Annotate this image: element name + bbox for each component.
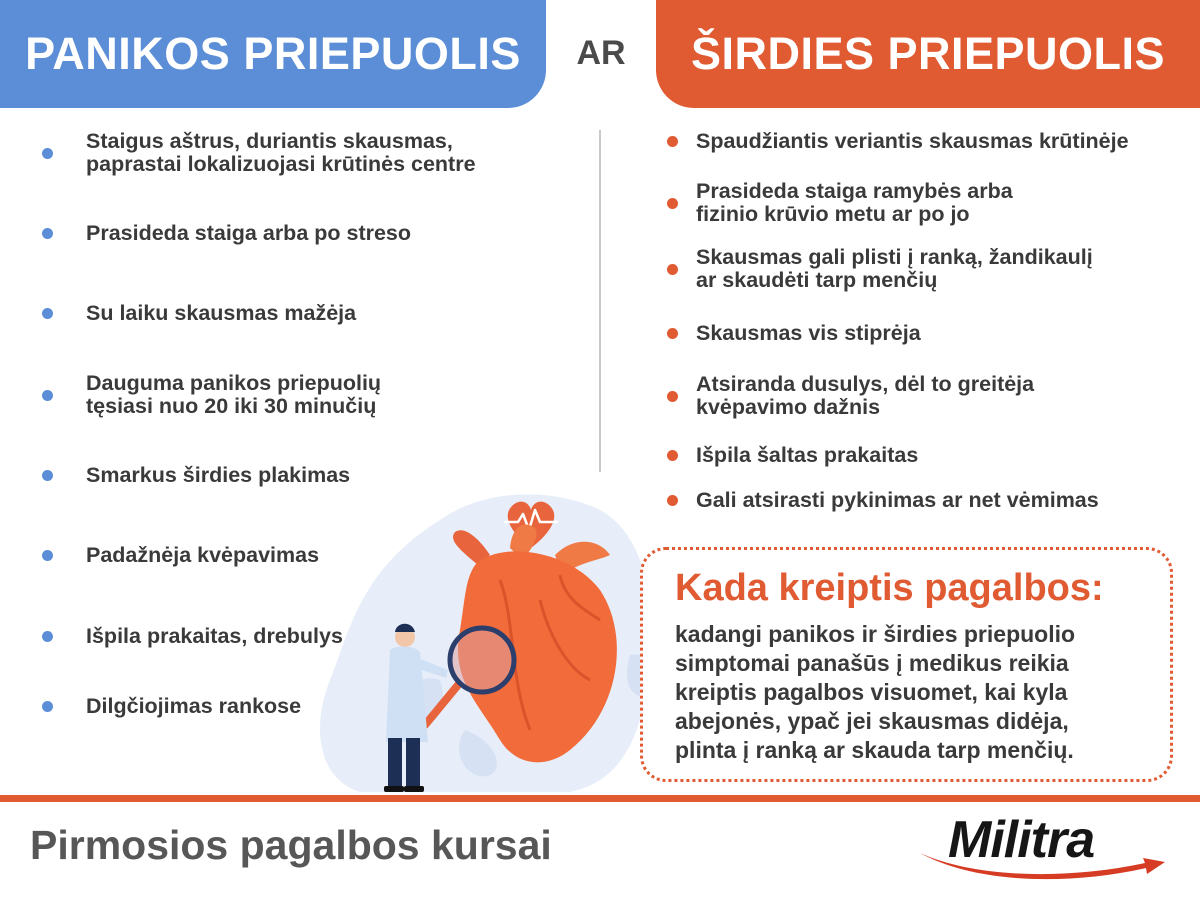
list-item: Atsiranda dusulys, dėl to greitėja kvėpavimo dažnis: [667, 371, 1187, 421]
info-title: Kada kreiptis pagalbos:: [675, 567, 1104, 609]
bullet-icon: [42, 390, 53, 401]
bullet-icon: [42, 148, 53, 159]
militra-logo: [915, 808, 1170, 888]
logo-swoosh-icon: [915, 808, 1170, 888]
list-item: Staigus aštrus, duriantis skausmas, paprastai lokalizuojasi krūtinės centre: [42, 128, 552, 178]
list-item: Išpila prakaitas, drebulys: [42, 624, 552, 648]
list-item: Gali atsirasti pykinimas ar net vėmimas: [667, 488, 1187, 512]
bullet-icon: [42, 631, 53, 642]
bullet-icon: [42, 308, 53, 319]
bullet-icon: [42, 701, 53, 712]
bullet-icon: [667, 450, 678, 461]
bullet-icon: [667, 198, 678, 209]
list-item: Prasideda staiga arba po streso: [42, 221, 552, 245]
list-item: Su laiku skausmas mažėja: [42, 301, 552, 325]
footer-divider: [0, 795, 1200, 802]
list-item: Skausmas vis stiprėja: [667, 321, 1187, 345]
heart-attack-title: ŠIRDIES PRIEPUOLIS: [690, 28, 1166, 79]
bullet-icon: [667, 136, 678, 147]
bullet-icon: [42, 228, 53, 239]
bullet-icon: [667, 264, 678, 275]
list-item: Spaudžiantis veriantis skausmas krūtinėje: [667, 129, 1187, 153]
list-item: Dauguma panikos priepuolių tęsiasi nuo 20 iki 30 minučių: [42, 370, 552, 420]
panic-attack-banner: [0, 0, 546, 108]
list-item: Išpila šaltas prakaitas: [667, 443, 1187, 467]
panic-attack-title: PANIKOS PRIEPUOLIS: [25, 28, 521, 79]
list-item: Prasideda staiga ramybės arba fizinio krūvio metu ar po jo: [667, 178, 1187, 228]
info-text: kadangi panikos ir širdies priepuolio simptomai panašūs į medikus reikia kreiptis pagalbos visuomet, kai kyla abejonės, ypač jei skausmas didėja, plinta į ranką ar skauda tarp menčių.: [675, 621, 1076, 763]
list-item: Dilgčiojimas rankose: [42, 694, 552, 718]
heart-attack-banner: [656, 0, 1200, 108]
logo-text: Militra: [948, 811, 1095, 869]
list-item: Skausmas gali plisti į ranką, žandikaulį ar skaudėti tarp menčių: [667, 244, 1187, 294]
column-divider: [599, 130, 601, 472]
bullet-icon: [42, 470, 53, 481]
bullet-icon: [667, 391, 678, 402]
when-to-seek-help-box: [640, 547, 1173, 782]
list-item: Padažnėja kvėpavimas: [42, 543, 552, 567]
or-label: AR: [576, 34, 626, 72]
list-item: Smarkus širdies plakimas: [42, 463, 552, 487]
bullet-icon: [42, 550, 53, 561]
footer-course-label: Pirmosios pagalbos kursai: [30, 822, 552, 868]
bullet-icon: [667, 328, 678, 339]
